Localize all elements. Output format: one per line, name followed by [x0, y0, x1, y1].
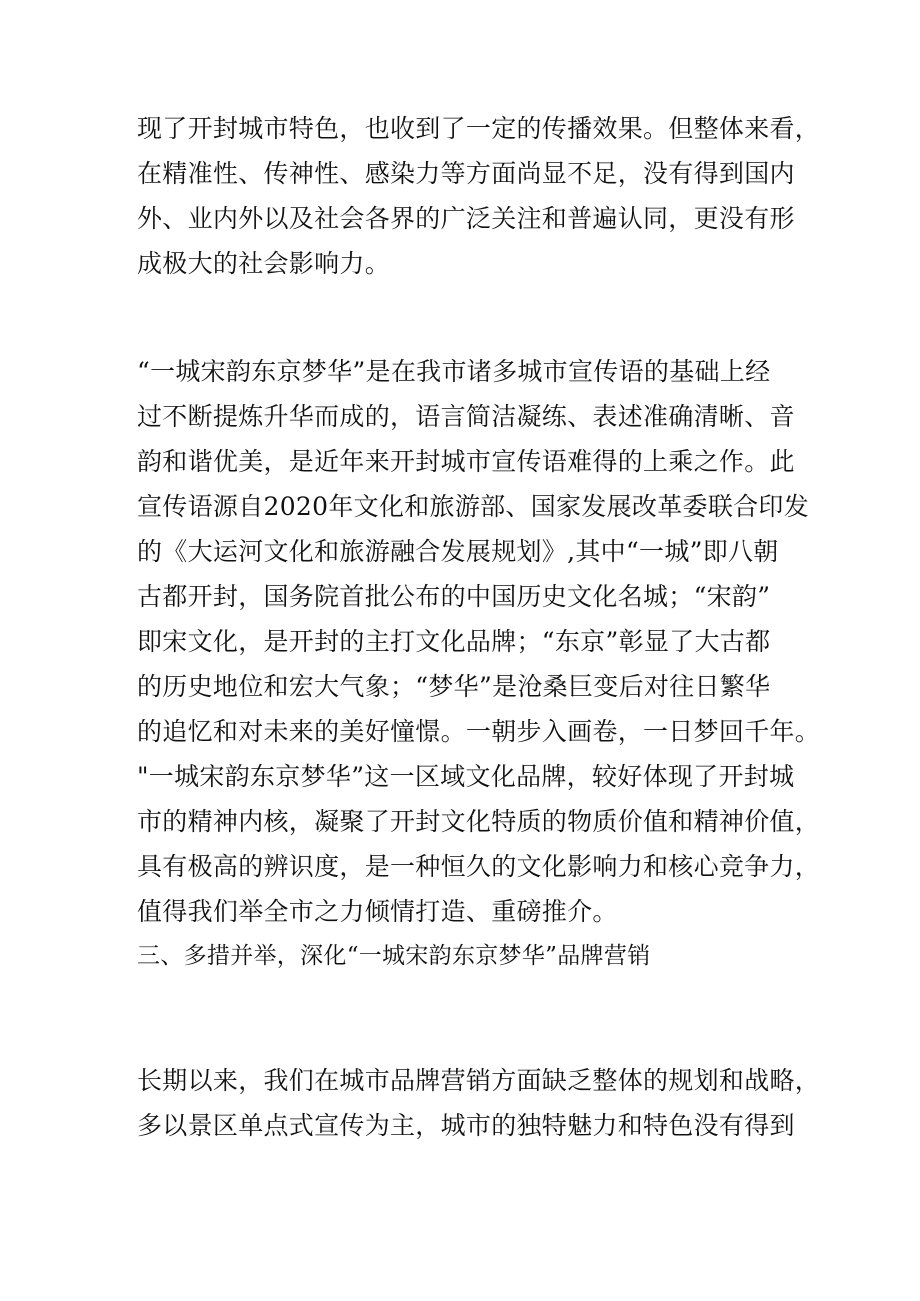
text-line: 市的精神内核，凝聚了开封文化特质的物质价值和精神价值，	[137, 807, 821, 836]
text-line: 现了开封城市特色，也收到了一定的传播效果。但整体来看，	[137, 114, 821, 143]
paragraph-2	[137, 349, 821, 979]
text-line: 值得我们举全市之力倾情打造、重磅推介。	[137, 897, 618, 926]
text-line: 具有极高的辨识度，是一种恒久的文化影响力和核心竞争力，	[137, 852, 821, 881]
text-line: 成极大的社会影响力。	[137, 249, 391, 278]
text-line: 外、业内外以及社会各界的广泛关注和普遍认同，更没有形	[137, 204, 795, 233]
text-line: 的历史地位和宏大气象；“梦华”是沧桑巨变后对往日繁华	[137, 672, 771, 701]
section-heading	[137, 934, 817, 979]
heading-text: 三、多措并举，深化“一城宋韵东京梦华”品牌营销	[137, 943, 651, 969]
text-line: 的追忆和对未来的美好憧憬。一朝步入画卷，一日梦回千年。	[137, 717, 821, 746]
text-line: 长期以来，我们在城市品牌营销方面缺乏整体的规划和战略，	[137, 1066, 821, 1095]
text-line: 即宋文化，是开封的主打文化品牌；“东京”彰显了大古都	[137, 627, 771, 656]
text-line: "一城宋韵东京梦华”这一区域文化品牌，较好体现了开封城	[137, 762, 795, 791]
paragraph-3	[137, 1058, 821, 1148]
text-line: “一城宋韵东京梦华”是在我市诸多城市宣传语的基础上经	[137, 357, 771, 386]
text-line: 在精准性、传神性、感染力等方面尚显不足，没有得到国内	[137, 159, 795, 188]
text-line: 韵和谐优美，是近年来开封城市宣传语难得的上乘之作。此	[137, 447, 795, 476]
text-line: 过不断提炼升华而成的，语言简洁凝练、表述准确清晰、音	[137, 402, 795, 431]
text-line: 多以景区单点式宣传为主，城市的独特魅力和特色没有得到	[137, 1111, 795, 1140]
text-line: 古都开封，国务院首批公布的中国历史文化名城；“宋韵”	[137, 582, 771, 611]
paragraph-1	[137, 106, 821, 286]
text-line: 的《大运河文化和旅游融合发展规划》,其中“一城”即八朝	[137, 537, 779, 566]
text-line: 宣传语源自2020年文化和旅游部、国家发展改革委联合印发	[137, 492, 810, 521]
